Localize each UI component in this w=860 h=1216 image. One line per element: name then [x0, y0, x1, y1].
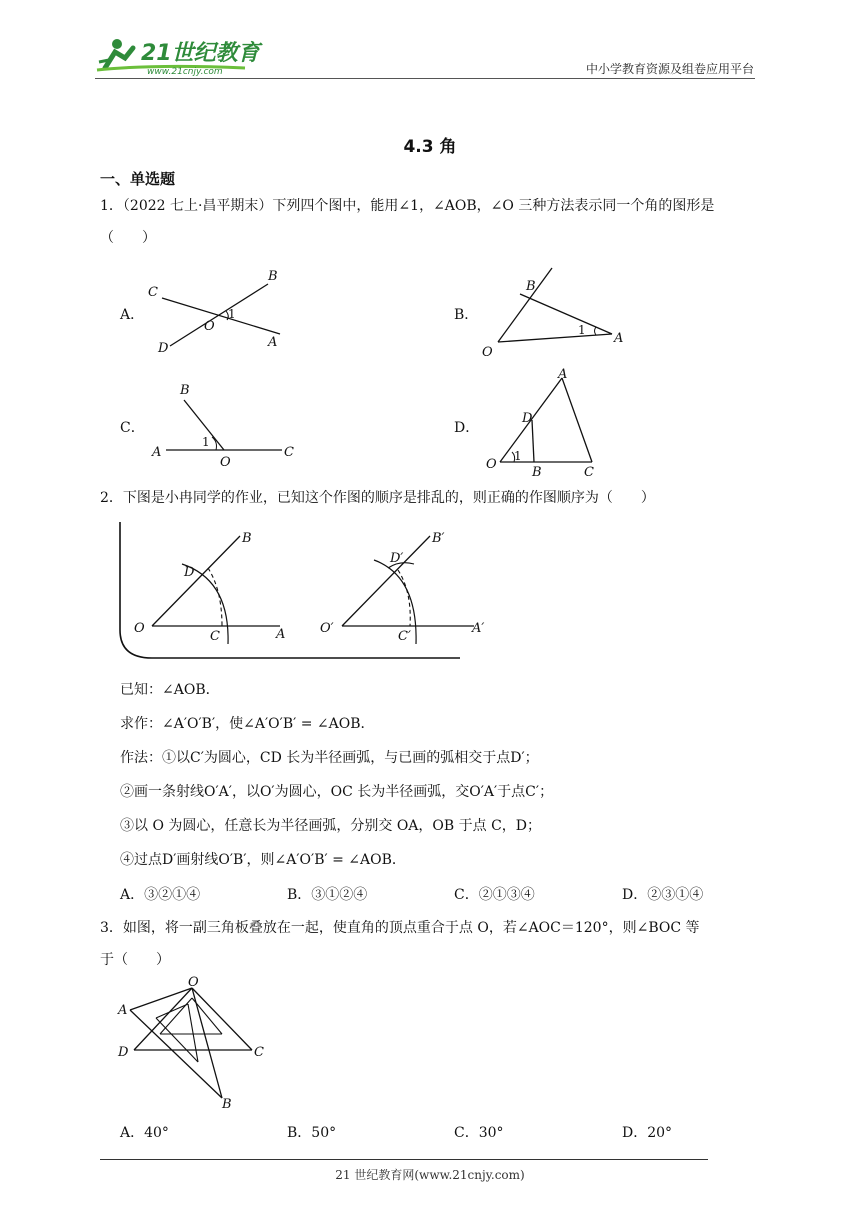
q3-option-c: C．30° [454, 1125, 504, 1141]
svg-text:A: A [558, 367, 568, 382]
header-platform-text: 中小学教育资源及组卷应用平台 [585, 62, 754, 76]
svg-text:D: D [118, 1045, 129, 1060]
svg-text:C: C [254, 1045, 264, 1060]
svg-text:O: O [486, 457, 497, 472]
q2-step3: ③以 O 为圆心，任意长为半径画弧，分别交 OA，OB 于点 C，D； [120, 818, 542, 834]
q1-option-c: C． [120, 420, 145, 436]
svg-text:D: D [522, 411, 533, 426]
q1-figure-b [476, 262, 646, 362]
q3-stem-line2: 于（ ） [100, 952, 170, 968]
svg-text:O: O [204, 319, 215, 334]
q2-option-a: A．③②①④ [120, 887, 201, 903]
q1-figure-a [140, 262, 300, 358]
q1-stem-line1: 1．（2022 七上·昌平期末）下列四个图中，能用∠1，∠AOB，∠O 三种方法表示同一个角的图形是 [100, 198, 715, 214]
q3-option-d: D．20° [622, 1125, 673, 1141]
svg-text:C′: C′ [398, 629, 411, 644]
q2-figure [112, 520, 492, 666]
svg-text:1: 1 [578, 323, 586, 337]
svg-text:1: 1 [514, 449, 522, 463]
q2-construct: 求作：∠A′O′B′，使∠A′O′B′ = ∠AOB． [120, 716, 375, 732]
q1-figure-d [482, 366, 622, 476]
q3-stem-line1: 3．如图，将一副三角板叠放在一起，使直角的顶点重合于点 O，若∠AOC＝120°，则∠BOC 等 [100, 920, 700, 936]
svg-text:B: B [180, 383, 190, 398]
q3-option-a: A．40° [120, 1125, 169, 1141]
q3-figure [112, 974, 272, 1110]
logo-url: www.21cnjy.com [147, 67, 223, 77]
svg-text:D: D [158, 341, 169, 356]
svg-text:O: O [134, 621, 145, 636]
q2-option-d: D．②③①④ [622, 887, 704, 903]
svg-text:A′: A′ [472, 621, 485, 636]
svg-text:B: B [222, 1097, 232, 1110]
q2-known: 已知：∠AOB． [120, 682, 220, 698]
header-divider [95, 78, 755, 79]
svg-text:1: 1 [202, 435, 210, 449]
q1-option-d: D． [454, 420, 480, 436]
svg-text:C: C [584, 465, 594, 476]
q1-option-b: B． [454, 307, 479, 323]
svg-text:O: O [220, 455, 231, 466]
svg-text:B: B [242, 531, 252, 546]
svg-text:C: C [284, 445, 294, 460]
q2-step1: 作法：①以C′为圆心，CD 长为半径画弧，与已画的弧相交于点D′； [120, 750, 539, 766]
site-logo [95, 34, 265, 78]
svg-text:O: O [188, 975, 199, 990]
svg-text:O′: O′ [320, 621, 334, 636]
svg-text:O: O [482, 345, 493, 360]
svg-text:C: C [210, 629, 220, 644]
q2-option-b: B．③①②④ [287, 887, 368, 903]
section-heading: 一、单选题 [100, 170, 176, 188]
svg-text:D: D [184, 565, 195, 580]
svg-text:A: A [614, 331, 624, 346]
q1-option-a: A． [120, 307, 145, 323]
q1-figure-c [146, 376, 306, 466]
svg-text:A: A [118, 1003, 128, 1018]
svg-text:B′: B′ [432, 531, 445, 546]
q2-step4: ④过点D′画射线O′B′，则∠A′O′B′ = ∠AOB． [120, 852, 406, 868]
svg-text:A: A [152, 445, 162, 460]
q2-step2: ②画一条射线O′A′，以O′为圆心，OC 长为半径画弧，交O′A′于点C′； [120, 784, 554, 800]
q2-option-c: C．②①③④ [454, 887, 535, 903]
svg-text:C: C [148, 285, 158, 300]
svg-text:B: B [532, 465, 542, 476]
page-title: 4.3 角 [403, 137, 457, 157]
q2-stem: 2．下图是小冉同学的作业，已知这个作图的顺序是排乱的，则正确的作图顺序为（ ） [100, 490, 655, 506]
q3-option-b: B．50° [287, 1125, 337, 1141]
logo-text: 21世纪教育 [141, 41, 260, 66]
footer-divider [100, 1159, 708, 1160]
svg-text:A: A [276, 627, 286, 642]
svg-text:A: A [268, 335, 278, 350]
svg-text:B: B [268, 269, 278, 284]
q1-stem-line2: （ ） [100, 230, 156, 246]
svg-text:1: 1 [228, 307, 236, 321]
svg-text:B: B [526, 279, 536, 294]
footer-text: 21 世纪教育网(www.21cnjy.com) [335, 1168, 525, 1182]
svg-text:D′: D′ [390, 551, 404, 566]
